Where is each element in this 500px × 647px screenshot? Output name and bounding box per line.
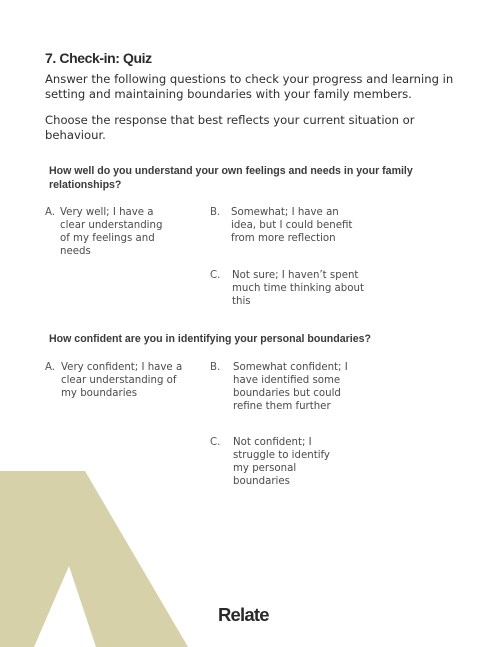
intro-paragraph: Answer the following questions to check your progress and learning in setting and maintaining boundaries with your family members. — [45, 72, 454, 101]
question-2-text: How confident are you in identifying your personal boundaries? — [49, 333, 371, 345]
option-letter: A. — [45, 362, 56, 373]
option-text: Somewhat; I have an idea, but I could benefit from more reflection — [231, 207, 353, 244]
option-text: Very well; I have a clear understanding of my feelings and needs — [60, 207, 163, 257]
question-2-option-c[interactable] — [210, 436, 345, 488]
question-2-option-a[interactable] — [45, 361, 185, 400]
option-text: Somewhat confident; I have identified some boundaries but could refine them further — [233, 362, 348, 412]
option-text: Not sure; I haven’t spent much time thinking about this — [232, 270, 364, 307]
relate-logo: Relate — [218, 604, 269, 625]
option-text: Not confident; I struggle to identify my personal boundaries — [233, 437, 330, 487]
option-text: Very confident; I have a clear understanding of my boundaries — [61, 362, 183, 399]
option-letter: C. — [210, 270, 221, 281]
question-1-option-a[interactable] — [45, 206, 170, 258]
option-letter: B. — [210, 207, 221, 218]
question-1-text: How well do you understand your own feelings and needs in your family relationships? — [49, 165, 413, 191]
page-title: 7. Check-in: Quiz — [45, 50, 152, 66]
question-1-option-b[interactable] — [210, 206, 362, 245]
instruction-paragraph: Choose the response that best reflects your current situation or behaviour. — [45, 113, 415, 142]
option-letter: C. — [210, 437, 221, 448]
question-2-option-b[interactable] — [210, 361, 355, 413]
option-letter: A. — [45, 207, 56, 218]
option-letter: B. — [210, 362, 221, 373]
question-1-option-c[interactable] — [210, 269, 370, 308]
